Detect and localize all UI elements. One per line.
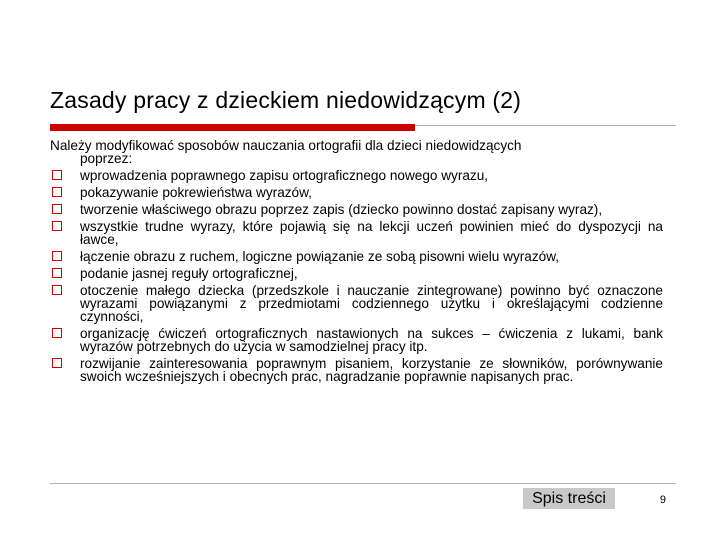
hollow-square-bullet-icon	[52, 285, 62, 295]
hollow-square-bullet-icon	[52, 204, 62, 214]
list-item-text: otoczenie małego dziecka (przedszkole i nauczanie zintegrowane) powinno być oznaczone wyrazami powiązanymi z przedmiotami codziennego użytku i określającymi codzienne czynności,	[80, 283, 663, 324]
list-item	[50, 327, 663, 353]
footer-divider	[50, 483, 676, 484]
list-item-text: łączenie obrazu z ruchem, logiczne powiązanie ze sobą pisowni wielu wyrazów,	[80, 249, 560, 264]
hollow-square-bullet-icon	[52, 170, 62, 180]
table-of-contents-link[interactable]: Spis treści	[523, 488, 615, 509]
title-accent-bar	[50, 124, 415, 131]
slide-title: Zasady pracy z dzieckiem niedowidzącym (2)	[50, 87, 522, 113]
list-item	[50, 203, 663, 216]
bullet-list	[50, 169, 663, 383]
hollow-square-bullet-icon	[52, 251, 62, 261]
hollow-square-bullet-icon	[52, 187, 62, 197]
list-item	[50, 250, 663, 263]
list-item-text: wszystkie trudne wyrazy, które pojawią się na lekcji uczeń powinien mieć do dyspozycji na ławce,	[80, 219, 663, 247]
list-item	[50, 284, 663, 323]
list-item-text: pokazywanie pokrewieństwa wyrazów,	[80, 185, 312, 200]
hollow-square-bullet-icon	[52, 268, 62, 278]
page-number: 9	[659, 494, 666, 506]
intro-line-2: poprzez:	[80, 151, 133, 166]
list-item-text: organizację ćwiczeń ortograficznych nastawionych na sukces – ćwiczenia z lukami, bank wyrazów potrzebnych do użycia w samodzielnej pracy itp.	[80, 326, 663, 354]
hollow-square-bullet-icon	[52, 328, 62, 338]
list-item	[50, 169, 663, 182]
list-item-text: tworzenie właściwego obrazu poprzez zapis (dziecko powinno dostać zapisany wyraz),	[80, 202, 603, 217]
list-item-text: podanie jasnej reguły ortograficznej,	[80, 266, 298, 281]
list-item	[50, 357, 663, 383]
list-item-text: wprowadzenia poprawnego zapisu ortograficznego nowego wyrazu,	[80, 168, 489, 183]
hollow-square-bullet-icon	[52, 221, 62, 231]
slide-body	[50, 139, 663, 383]
intro-line-1: Należy modyfikować sposobów nauczania ortografii dla dzieci niedowidzących	[50, 138, 522, 153]
list-item	[50, 186, 663, 199]
list-item-text: rozwijanie zainteresowania poprawnym pisaniem, korzystanie ze słowników, porównywanie swoich wcześniejszych i obecnych prac, nagradzanie poprawnie napisanych prac.	[80, 356, 663, 384]
list-item	[50, 220, 663, 246]
intro-text	[50, 139, 663, 165]
list-item	[50, 267, 663, 280]
hollow-square-bullet-icon	[52, 358, 62, 368]
